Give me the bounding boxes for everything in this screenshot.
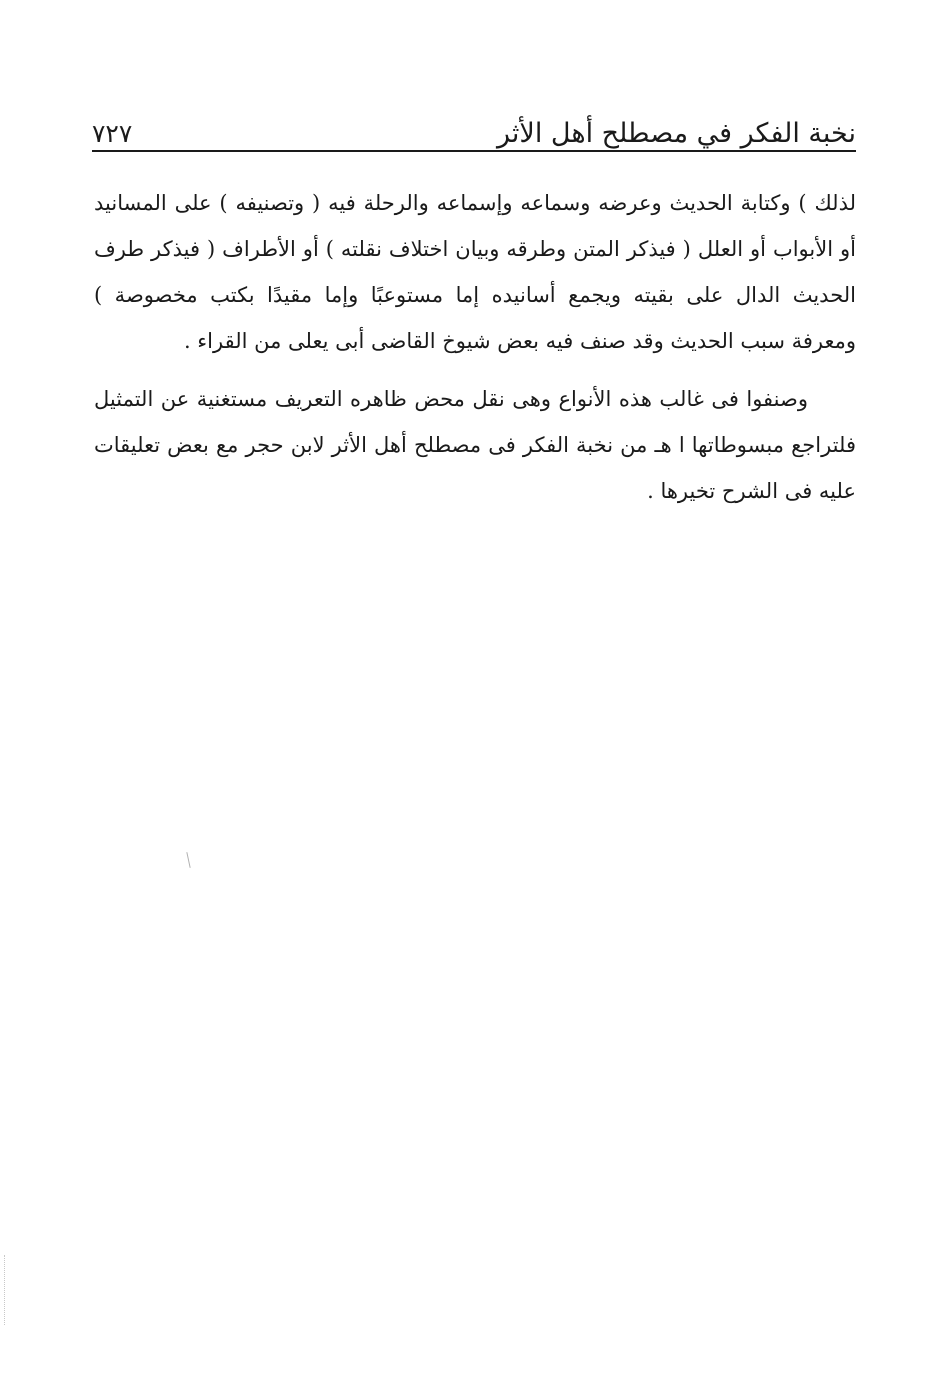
- scan-edge-mark: [4, 1255, 7, 1325]
- body-text: [94, 180, 856, 514]
- header-title: نخبة الفكر في مصطلح أهل الأثر: [497, 118, 856, 149]
- paragraph-2: وصنفوا فى غالب هذه الأنواع وهى نقل محض ظاهره التعريف مستغنية عن التمثيل فلتراجع مبسوطاتها ا هـ من نخبة الفكر فى مصطلح أهل الأثر لابن حجر مع بعض تعليقات عليه فى الشرح تخيرها .: [94, 387, 856, 503]
- scan-speck: [186, 852, 190, 868]
- running-header: [92, 108, 856, 152]
- header-divider: [92, 150, 856, 152]
- page-number: ٧٢٧: [92, 119, 133, 148]
- paragraph-1: لذلك ) وكتابة الحديث وعرضه وسماعه وإسماعه والرحلة فيه ( وتصنيفه ) على المسانيد أو الأبواب أو العلل ( فيذكر المتن وطرقه وبيان اختلاف نقلته ) أو الأطراف ( فيذكر طرف الحديث الدال على بقيته ويجمع أسانيده إما مستوعبًا وإما مقيدًا بكتب مخصوصة ) ومعرفة سبب الحديث وقد صنف فيه بعض شيوخ القاضى أبى يعلى من القراء .: [94, 191, 856, 353]
